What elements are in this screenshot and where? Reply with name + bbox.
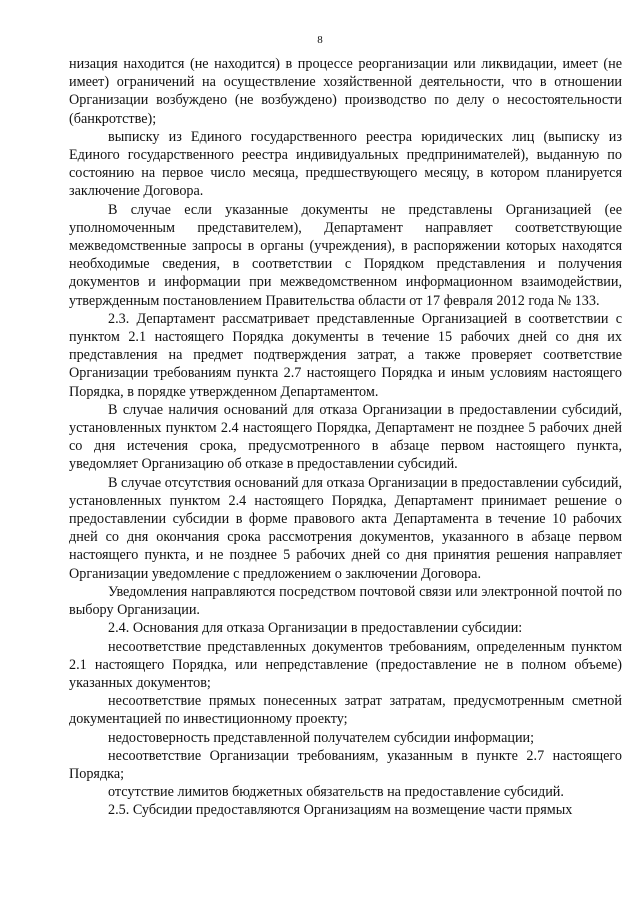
paragraph: несоответствие прямых понесенных затрат затратам, предусмотренным сметной документацией по инвестиционному проекту;	[69, 693, 622, 728]
paragraph: отсутствие лимитов бюджетных обязательств на предоставление субсидий.	[108, 784, 564, 801]
page-number: 8	[317, 34, 323, 46]
paragraph: 2.5. Субсидии предоставляются Организациям на возмещение части прямых	[108, 802, 573, 819]
paragraph: недостоверность представленной получателем субсидии информации;	[108, 729, 535, 746]
paragraph: 2.3. Департамент рассматривает представленные Организацией в соответствии с пунктом 2.1 настоящего Порядка документы в течение 15 рабочих дней со дня их представления на предмет подтверждения затрат, а также проверяет соответствие Организации требованиям пункта 2.7 настоящего Порядка и иным условиям настоящего Порядка, в порядке утвержденном Департаментом.	[69, 310, 622, 400]
paragraph: Уведомления направляются посредством почтовой связи или электронной почтой по выбору Организации.	[69, 583, 622, 619]
paragraph: низация находится (не находится) в процессе реорганизации или ликвидации, имеет (не имеет) ограничений на осуществление хозяйственной деятельности, что в отношении Организации возбуждено (не возбуждено) производство по делу о несостоятельности (банкротстве);	[69, 56, 622, 127]
paragraph: 2.4. Основания для отказа Организации в предоставлении субсидии:	[108, 620, 523, 637]
paragraph: несоответствие Организации требованиям, указанным в пункте 2.7 настоящего Порядка;	[69, 747, 622, 782]
paragraph: В случае если указанные документы не представлены Организацией (ее уполномоченным представителем), Департамент направляет соответствующие межведомственные запросы в органы (учреждения), в распоряжении которых находятся необходимые сведения, в соответствии с Порядком представления и получения документов и информации при межведомственном информационном взаимодействии, утвержденным постановлением Правительства области от 17 февраля 2012 года № 133.	[69, 201, 622, 309]
paragraph: выписку из Единого государственного реестра юридических лиц (выписку из Единого государственного реестра индивидуальных предпринимателей), выданную по состоянию на первое число месяца, предшествующего месяцу, в котором планируется заключение Договора.	[69, 128, 622, 200]
paragraph: В случае наличия оснований для отказа Организации в предоставлении субсидий, установленных пунктом 2.4 настоящего Порядка, Департамент не позднее 5 рабочих дней со дня истечения срока, предусмотренного в абзаце первом настоящего пункта, уведомляет Организацию об отказе в предоставлении субсидий.	[69, 401, 622, 473]
paragraph: несоответствие представленных документов требованиям, определенным пунктом 2.1 настоящего Порядка, или непредставление (предоставление не в полном объеме) указанных документов;	[69, 638, 622, 691]
document-body	[69, 55, 622, 820]
paragraph: В случае отсутствия оснований для отказа Организации в предоставлении субсидий, установленных пунктом 2.4 настоящего Порядка, Департамент принимает решение о предоставлении субсидии в форме правового акта Департамента в течение 10 рабочих дней со дня окончания срока рассмотрения документов, указанного в абзаце первом настоящего пункта, и не позднее 5 рабочих дней со дня принятия решения направляет Организации уведомление с предложением о заключении Договора.	[69, 474, 622, 582]
